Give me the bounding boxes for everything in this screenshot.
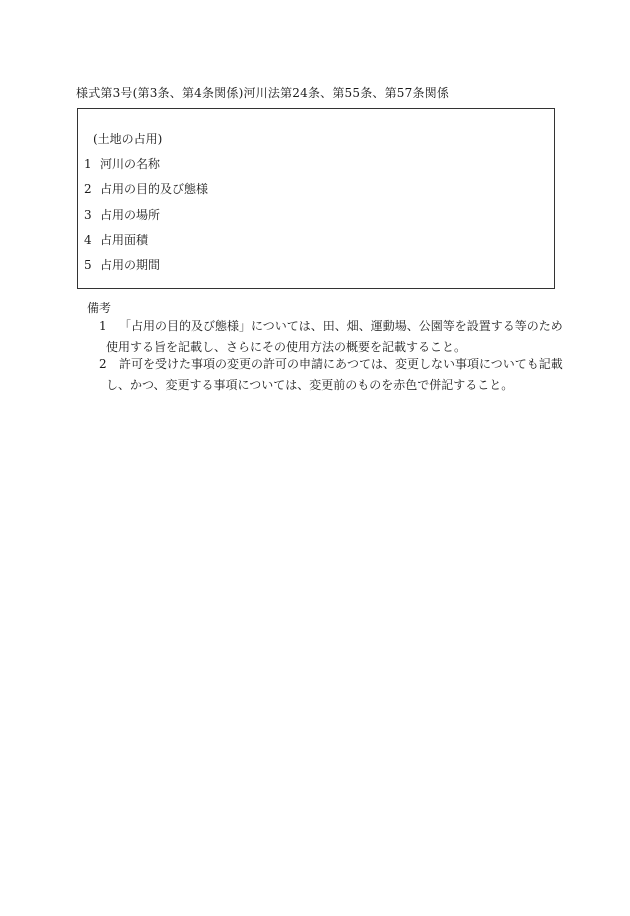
occupation-form-box (77, 108, 555, 289)
form-item-area (84, 231, 148, 248)
form-item-river-name (84, 155, 160, 172)
item-label: 占用の期間 (100, 258, 161, 272)
remark-line (99, 354, 563, 375)
item-label: 占用面積 (100, 233, 149, 247)
remark-number: 1 (99, 319, 107, 333)
item-number: 1 (84, 157, 92, 171)
item-number: 4 (84, 233, 92, 247)
remark-text-continued: 使用する旨を記載し、さらにその使用方法の概要を記載すること。 (106, 340, 467, 354)
remark-note-2 (99, 354, 563, 396)
remark-text: 「占用の目的及び態様」については、田、畑、運動場、公園等を設置する等のため (119, 319, 563, 333)
item-label: 占用の目的及び態様 (100, 182, 209, 196)
remark-line (99, 316, 563, 337)
form-item-period (84, 256, 160, 273)
remark-note-1 (99, 316, 563, 358)
section-heading: (土地の占用) (93, 132, 163, 146)
item-number: 2 (84, 182, 92, 196)
form-item-purpose (84, 180, 208, 197)
remark-text: 許可を受けた事項の変更の許可の申請にあつては、変更しない事項についても記載 (119, 357, 563, 371)
item-label: 占用の場所 (100, 208, 161, 222)
remark-number: 2 (99, 357, 107, 371)
form-item-location (84, 206, 160, 223)
remark-text-continued: し、かつ、変更する事項については、変更前のものを赤色で併記すること。 (106, 378, 514, 392)
remarks-heading: 備考 (87, 301, 112, 315)
item-number: 3 (84, 208, 92, 222)
item-label: 河川の名称 (100, 157, 161, 171)
form-title: 様式第3号(第3条、第4条関係)河川法第24条、第55条、第57条関係 (76, 86, 450, 100)
item-number: 5 (84, 258, 92, 272)
